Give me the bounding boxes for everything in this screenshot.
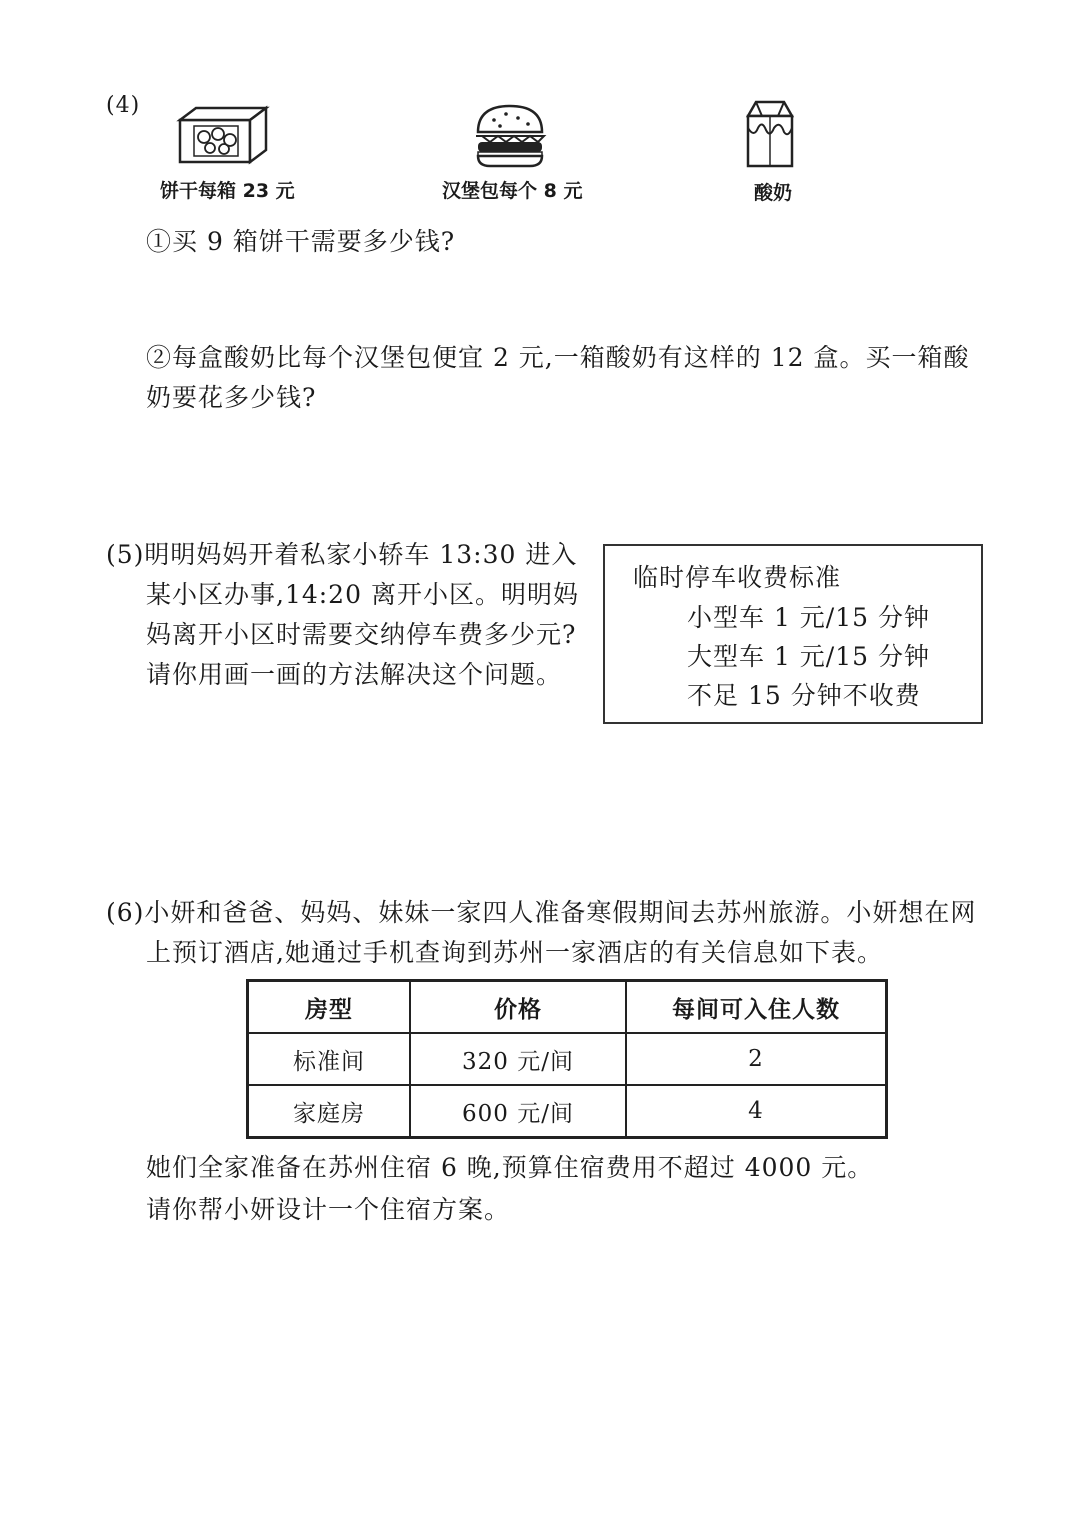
question-6-line1: (6)小妍和爸爸、妈妈、妹妹一家四人准备寒假期间去苏州旅游。小妍想在网 bbox=[106, 898, 977, 927]
table-header-room-type: 房型 bbox=[248, 981, 411, 1034]
parking-rule-small-car: 小型车 1 元/15 分钟 bbox=[687, 603, 930, 632]
question-6-after2: 请你帮小妍设计一个住宿方案。 bbox=[146, 1195, 511, 1224]
table-cell-price: 600 元/间 bbox=[410, 1085, 626, 1138]
biscuit-caption: 饼干每箱 23 元 bbox=[160, 180, 295, 202]
table-row bbox=[248, 1033, 887, 1085]
table-cell-capacity: 4 bbox=[626, 1085, 887, 1138]
table-cell-room-type: 家庭房 bbox=[248, 1085, 411, 1138]
table-cell-price: 320 元/间 bbox=[410, 1033, 626, 1085]
parking-fee-title: 临时停车收费标准 bbox=[633, 563, 842, 592]
question-4-sub1: ①买 9 箱饼干需要多少钱? bbox=[146, 227, 456, 256]
question-6-line2: 上预订酒店,她通过手机查询到苏州一家酒店的有关信息如下表。 bbox=[146, 938, 883, 967]
question-4-number: (4) bbox=[106, 93, 141, 118]
question-5-line1: (5)明明妈妈开着私家小轿车 13:30 进入 bbox=[106, 540, 578, 569]
biscuit-box-icon bbox=[176, 104, 270, 166]
table-cell-capacity: 2 bbox=[626, 1033, 887, 1085]
yogurt-carton-icon bbox=[740, 98, 800, 170]
hotel-info-table bbox=[246, 979, 888, 1139]
question-5-line4: 请你用画一画的方法解决这个问题。 bbox=[146, 660, 563, 689]
question-5-line3: 妈离开小区时需要交纳停车费多少元? bbox=[146, 620, 577, 649]
question-5-line2: 某小区办事,14:20 离开小区。明明妈 bbox=[146, 580, 579, 609]
yogurt-caption: 酸奶 bbox=[754, 182, 793, 204]
parking-fee-box bbox=[603, 544, 983, 724]
hamburger-caption: 汉堡包每个 8 元 bbox=[442, 180, 583, 202]
table-header-capacity: 每间可入住人数 bbox=[626, 981, 887, 1034]
table-header-row bbox=[248, 981, 887, 1034]
table-cell-room-type: 标准间 bbox=[248, 1033, 411, 1085]
table-header-price: 价格 bbox=[410, 981, 626, 1034]
table-row bbox=[248, 1085, 887, 1138]
hamburger-icon bbox=[472, 102, 548, 168]
parking-rule-free: 不足 15 分钟不收费 bbox=[687, 681, 921, 710]
parking-rule-large-car: 大型车 1 元/15 分钟 bbox=[687, 642, 930, 671]
question-4-sub2-line2: 奶要花多少钱? bbox=[146, 383, 317, 412]
question-6-after1: 她们全家准备在苏州住宿 6 晚,预算住宿费用不超过 4000 元。 bbox=[146, 1153, 874, 1182]
question-4-sub2-line1: ②每盒酸奶比每个汉堡包便宜 2 元,一箱酸奶有这样的 12 盒。买一箱酸 bbox=[146, 343, 970, 372]
